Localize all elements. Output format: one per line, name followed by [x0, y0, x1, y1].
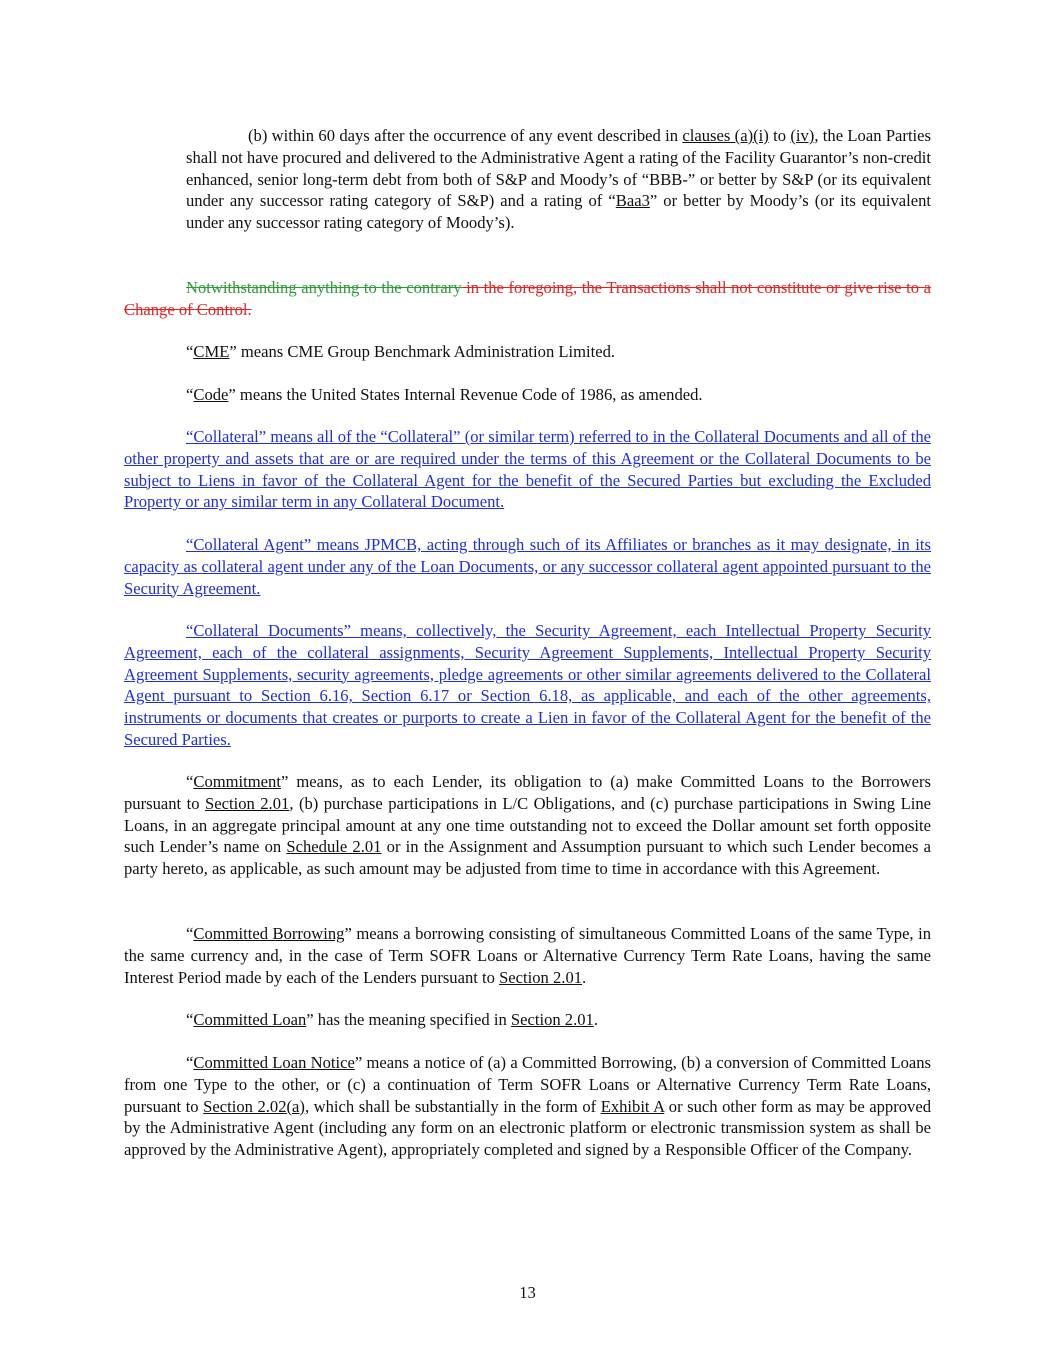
definition-text: , (b) purchase participations in L/C Obligations, and (c) purchase participations in Swing Line Loans, in an aggregate principal amount at any one time outstanding not to exceed the Dollar amount set forth opposite such Lender’s name on — [124, 793, 931, 857]
definition-text: ” means a borrowing consisting of simultaneous Committed Loans of the same Type, in the same currency and, in the case of Term SOFR Loans or Alternative Currency Term Rate Loans, having the same Interest Period made by each of the Lenders pursuant to — [124, 924, 931, 987]
definition-committed-borrowing — [124, 923, 931, 988]
section-reference: Section 2.01 — [510, 1010, 594, 1029]
clause-b-paragraph — [186, 125, 931, 234]
quote: “ — [186, 772, 194, 791]
section-reference: Section 2.01 — [205, 793, 290, 813]
definition-text: ” means the United States Internal Revenue Code of 1986, as amended. — [228, 385, 703, 404]
definition-collateral-agent-inserted — [124, 534, 931, 599]
insertion: “Collateral Agent” means JPMCB, acting through such of its Affiliates or branches as it may designate, in its capacity as collateral agent under any of the Loan Documents, or any successor collateral agent appointed pursuant to the Security Agreement. — [124, 535, 931, 598]
definition-text: . — [582, 967, 587, 987]
definition-text: ” has the meaning specified in — [306, 1010, 511, 1029]
quote: “ — [186, 1010, 194, 1029]
definition-text: ” means a notice of (a) a Committed Borrowing, (b) a conversion of Committed Loans from one Type to the other, or (c) a continuation of Term SOFR Loans or Alternative Currency Term Rate Loans, pursuant to — [124, 1053, 932, 1116]
text-run: , the Loan Parties shall not have procured and delivered to the Administrative Agent a rating of the Facility Guarantor’s non-credit enhanced, senior long-term debt from both of S&P and Moody’s of “BBB-” or better by S&P (or its equivalent under any successor rating category of S&P) and a rating of “ — [186, 126, 931, 211]
definition-text: . — [593, 1010, 599, 1029]
defined-term: CME — [193, 342, 230, 361]
definition-text: ” means CME Group Benchmark Administration Limited. — [229, 342, 616, 361]
definition-committed-loan-notice — [124, 1052, 931, 1161]
defined-term: Committed Loan Notice — [193, 1053, 355, 1072]
definition-collateral-inserted — [124, 426, 931, 513]
definition-code — [124, 384, 931, 406]
defined-term: Committed Borrowing — [193, 924, 345, 943]
definition-text: or in the Assignment and Assumption pursuant to which such Lender becomes a party hereto, as applicable, as such amount may be adjusted from time to time in accordance with this Agreement. — [124, 837, 931, 879]
quote: “ — [186, 1053, 194, 1072]
schedule-reference: Schedule 2.01 — [286, 837, 382, 857]
defined-term: Code — [193, 385, 229, 404]
definition-commitment — [124, 771, 931, 880]
clause-reference: (iv) — [790, 126, 815, 145]
defined-term: Committed Loan — [193, 1010, 307, 1029]
insertion: “Collateral” means all of the “Collateral” (or similar term) referred to in the Collateral Documents and all of the other property and assets that are or are required under the terms of this Agreement or the Collateral Documents to be subject to Liens in favor of the Collateral Agent for the benefit of the Secured Parties but excluding the Excluded Property or any similar term in any Collateral Document. — [124, 427, 931, 512]
section-reference: Section 2.01 — [499, 967, 583, 987]
defined-term: Commitment — [193, 772, 281, 791]
definition-text: , which shall be substantially in the form of — [304, 1096, 601, 1116]
clause-reference: clauses (a)(i) — [682, 126, 769, 145]
text-run: (b) within 60 days after the occurrence of any event described in — [248, 126, 683, 145]
definition-text: or such other form as may be approved by the Administrative Agent (including any form on an electronic platform or electronic transmission system as shall be approved by the Administrative Agent), appropriately completed and signed by a Responsible Officer of the Company. — [124, 1096, 931, 1160]
definition-cme — [124, 341, 931, 363]
section-reference: Section 2.02(a) — [203, 1096, 305, 1116]
deletion: in the foregoing, the Transactions shall not constitute or give rise to a Change of Control. — [124, 278, 931, 319]
exhibit-reference: Exhibit A — [600, 1096, 665, 1116]
insertion: “Collateral Documents” means, collectively, the Security Agreement, each Intellectual Property Security Agreement, each of the collateral assignments, Security Agreement Supplements, Intellectual Property Security Agreement Supplements, security agreements, pledge agreements or other similar agreements delivered to the Collateral Agent pursuant to Section 6.16, Section 6.17 or Section 6.18, as applicable, and each of the other agreements, instruments or documents that creates or purports to create a Lien in favor of the Collateral Agent for the benefit of the Secured Parties. — [124, 621, 931, 749]
quote: “ — [186, 924, 194, 943]
definition-collateral-documents-inserted — [124, 620, 931, 751]
page-number: 13 — [519, 1283, 536, 1302]
rating-reference: Baa3 — [615, 191, 650, 211]
text-run: ” or better by Moody’s (or its equivalent under any successor rating category of Moody’s). — [186, 191, 932, 233]
notwithstanding-paragraph-deleted — [124, 277, 931, 321]
quote: “ — [186, 385, 194, 404]
quote: “ — [186, 342, 194, 361]
definition-committed-loan — [124, 1009, 931, 1031]
definition-text: ” means, as to each Lender, its obligation to (a) make Committed Loans to the Borrowers pursuant to — [124, 772, 931, 813]
moved-deletion: Notwithstanding anything to the contrary — [186, 278, 462, 297]
text-run: to — [768, 126, 791, 145]
